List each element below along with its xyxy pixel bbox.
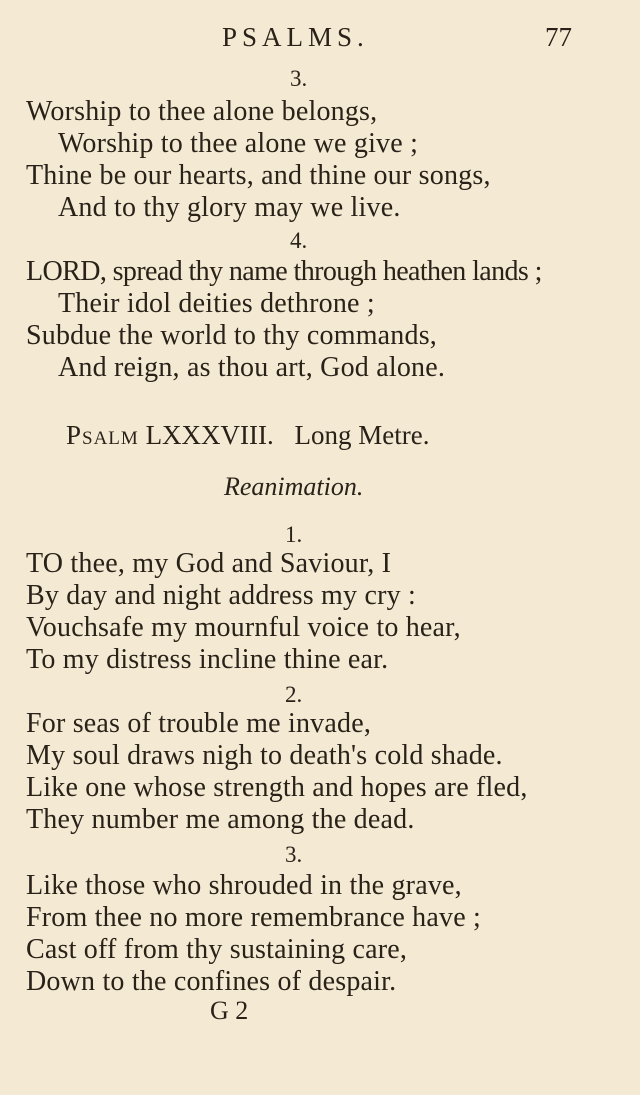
verse-line: Worship to thee alone we give ; [58, 128, 419, 159]
verse-line: By day and night address my cry : [26, 580, 416, 611]
signature-mark: G 2 [210, 996, 249, 1025]
psalm-metre: Long Metre. [294, 420, 430, 450]
verse-line: For seas of trouble me invade, [26, 708, 372, 739]
psalm-label: Psalm [66, 420, 139, 450]
verse-line: Cast off from thy sustaining care, [26, 934, 408, 965]
header-title: PSALMS. [222, 22, 369, 52]
stanza-number: 3. [285, 842, 303, 867]
verse-line: Vouchsafe my mournful voice to hear, [26, 612, 461, 643]
verse-line: Like one whose strength and hopes are fled, [26, 772, 528, 803]
stanza-number: 1. [285, 522, 303, 547]
stanza-number: 3. [290, 66, 308, 91]
verse-line: TO thee, my God and Saviour, I [26, 548, 392, 579]
verse-line: Subdue the world to thy commands, [26, 320, 438, 351]
stanza-number: 4. [290, 228, 308, 253]
verse-line: To my distress incline thine ear. [26, 644, 389, 675]
running-header [0, 22, 640, 58]
verse-line: My soul draws nigh to death's cold shade. [26, 740, 503, 771]
verse-line: And to thy glory may we live. [58, 192, 401, 223]
psalm-subtitle: Reanimation. [224, 472, 364, 501]
verse-line: LORD, spread thy name through heathen lands ; [26, 256, 542, 287]
verse-line: Like those who shrouded in the grave, [26, 870, 462, 901]
verse-line: Their idol deities dethrone ; [58, 288, 375, 319]
verse-line: Thine be our hearts, and thine our songs, [26, 160, 491, 191]
verse-line: Down to the confines of despair. [26, 966, 397, 997]
psalm-heading [66, 420, 430, 451]
psalm-numeral: LXXXVIII. [145, 420, 274, 450]
verse-line: They number me among the dead. [26, 804, 415, 835]
stanza-number: 2. [285, 682, 303, 707]
verse-line: Worship to thee alone belongs, [26, 96, 378, 127]
verse-line: From thee no more remembrance have ; [26, 902, 482, 933]
page-number: 77 [545, 22, 572, 52]
verse-line: And reign, as thou art, God alone. [58, 352, 446, 383]
